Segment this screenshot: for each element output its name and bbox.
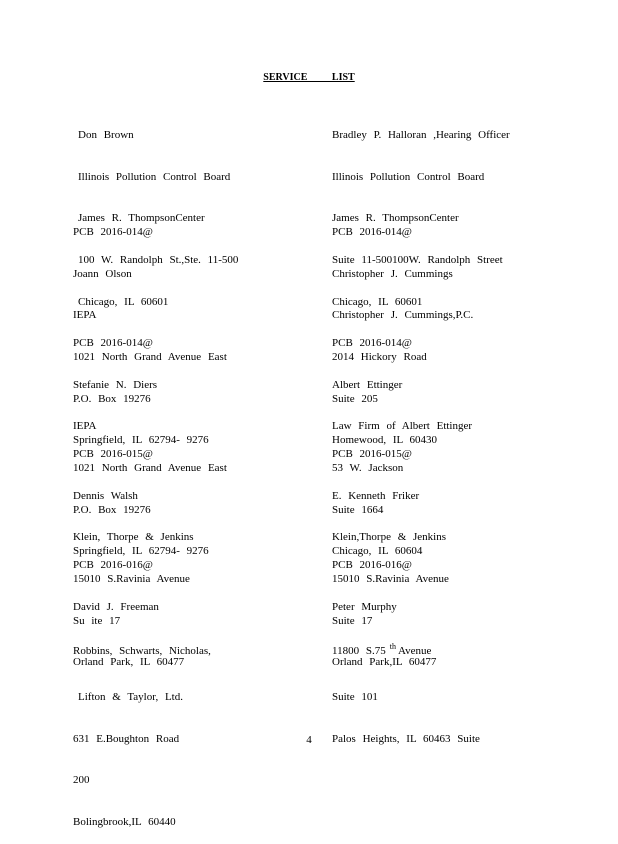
address-line: 100 W. Randolph St.,Ste. 11-500: [78, 253, 239, 266]
address-line: Albert Ettinger: [332, 378, 403, 391]
address-line: Don Brown: [78, 128, 134, 141]
ordinal-superscript: th: [389, 642, 396, 652]
address-line: Orland Park, IL 60477: [73, 656, 185, 669]
address-line: James R. ThompsonCenter: [332, 212, 459, 225]
address-line: 53 W. Jackson: [332, 461, 404, 474]
address-line: E. Kenneth Friker: [332, 489, 420, 502]
address-line: David J. Freeman: [73, 600, 159, 613]
address-line: Suite 205: [332, 392, 378, 405]
case-number: PCB 2016-016@: [332, 558, 412, 571]
address-line: James R. ThompsonCenter: [78, 212, 205, 225]
address-line: Chicago, IL 60601: [332, 295, 423, 308]
address-line: Stefanie N. Diers: [73, 378, 158, 391]
address-line: 200: [73, 774, 90, 787]
case-number: PCB 2016-014@: [73, 336, 153, 349]
address-line: 1021 North Grand Avenue East: [73, 350, 227, 363]
street-prefix: 11800 S.75: [332, 645, 386, 658]
case-number: PCB 2016-014@: [332, 225, 412, 238]
address-line: Lifton & Taylor, Ltd.: [78, 691, 183, 704]
address-line: Palos Heights, IL 60463 Suite: [332, 732, 480, 745]
address-line: Suite 17: [332, 614, 373, 627]
address-line: Suite 1664: [332, 503, 384, 516]
address-line: 1021 North Grand Avenue East: [73, 461, 227, 474]
street-address-line: [332, 642, 480, 663]
address-line: Springfield, IL 62794- 9276: [73, 434, 209, 447]
address-line: Christopher J. Cummings,P.C.: [332, 309, 474, 322]
address-block-left-5: [73, 531, 211, 844]
address-line: Joann Olson: [73, 267, 132, 280]
street-suffix: Avenue: [397, 645, 432, 658]
address-line: Suite 101: [332, 691, 378, 704]
address-line: Suite 11-500100W. Randolph Street: [332, 253, 503, 266]
address-line: Orland Park,IL 60477: [332, 656, 437, 669]
address-line: Bolingbrook,IL 60440: [73, 816, 176, 829]
address-line: Law Firm of Albert Ettinger: [332, 420, 473, 433]
page-number: 4: [306, 734, 312, 746]
case-number: PCB 2016-015@: [332, 447, 412, 460]
address-line: 15010 S.Ravinia Avenue: [332, 572, 449, 585]
page-title: SERVICE LIST: [263, 72, 355, 83]
address-line: 631 E.Boughton Road: [73, 732, 180, 745]
case-number: PCB 2016-014@: [73, 225, 153, 238]
address-line: Robbins, Schwarts, Nicholas,: [73, 645, 211, 658]
address-line: Illinois Pollution Control Board: [78, 170, 231, 183]
address-line: Dennis Walsh: [73, 489, 138, 502]
address-line: Chicago, IL 60604: [332, 545, 423, 558]
address-line: Bradley P. Halloran ,Hearing Officer: [332, 128, 510, 141]
address-line: Su ite 17: [73, 614, 121, 627]
address-line: Klein, Thorpe & Jenkins: [73, 531, 194, 544]
address-line: Homewood, IL 60430: [332, 434, 438, 447]
address-line: IEPA: [73, 309, 97, 322]
address-line: IEPA: [73, 420, 97, 433]
address-line: P.O. Box 19276: [73, 503, 151, 516]
address-line: Klein,Thorpe & Jenkins: [332, 531, 447, 544]
address-line: Peter Murphy: [332, 600, 397, 613]
address-line: Illinois Pollution Control Board: [332, 170, 485, 183]
address-line: Chicago, IL 60601: [78, 295, 169, 308]
address-line: Springfield, IL 62794- 9276: [73, 545, 209, 558]
address-line: 2014 Hickory Road: [332, 350, 427, 363]
address-block-right-5: [332, 531, 480, 761]
case-number: PCB 2016-014@: [332, 336, 412, 349]
case-number: PCB 2016-016@: [73, 558, 153, 571]
case-number: PCB 2016-015@: [73, 447, 153, 460]
address-line: P.O. Box 19276: [73, 392, 151, 405]
address-line: Christopher J. Cummings: [332, 267, 453, 280]
address-line: 15010 S.Ravinia Avenue: [73, 572, 190, 585]
